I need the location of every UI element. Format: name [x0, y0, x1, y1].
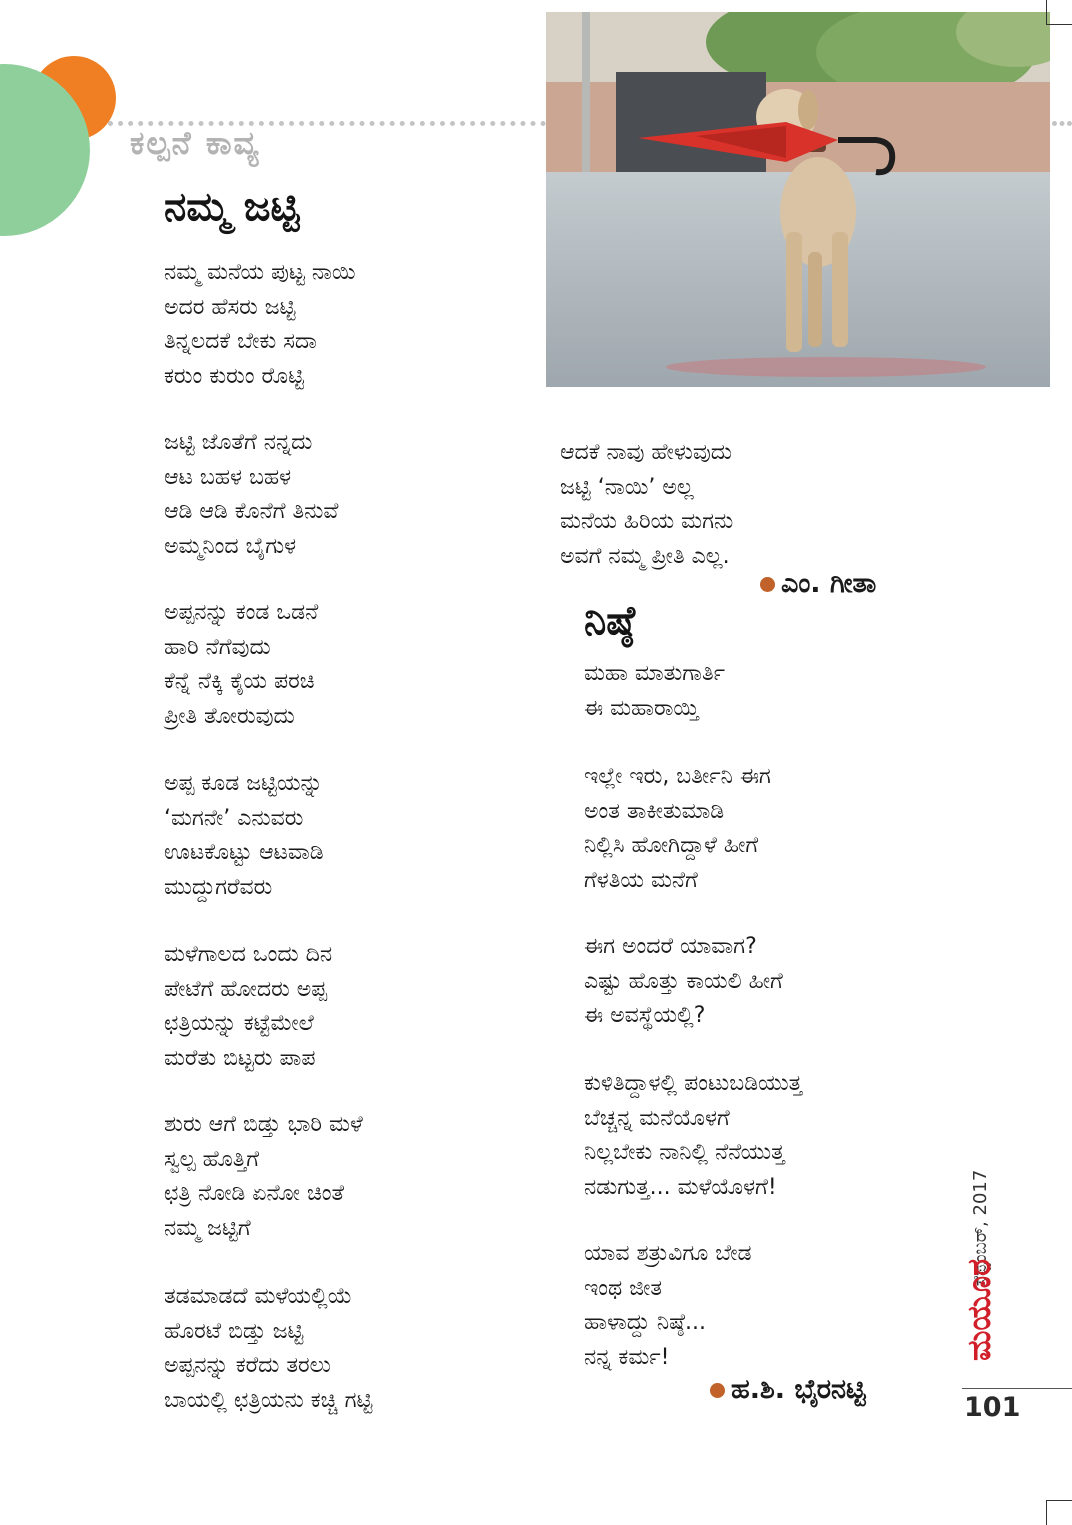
poem2-author [710, 1374, 866, 1406]
verse-line: ಆಟ ಬಹಳ ಬಹಳ [164, 464, 292, 490]
verse-line: ನಮ್ಮ ಮನೆಯ ಪುಟ್ಟ ನಾಯಿ [164, 260, 356, 285]
verse-line: ಪೇಟೆಗೆ ಹೋದರು ಅಪ್ಪ [164, 976, 328, 1002]
verse-line: ಈ ಅವಸ್ಥೆಯಲ್ಲಿ? [584, 1003, 706, 1028]
verse-line: ಅಂತ ತಾಕೀತುಮಾಡಿ [584, 798, 725, 824]
section-label: ಕಲ್ಪನೆ ಕಾವ್ಯ [130, 124, 261, 162]
dotted-divider-right [1052, 121, 1072, 126]
verse-line: ಇಂಥ ಜೀತ [584, 1275, 663, 1301]
author-name: ಎಂ. ಗೀತಾ [781, 568, 877, 599]
verse-line: ‘ಮಗನೇ’ ಎನುವರು [164, 805, 304, 831]
verse-line: ಶುರು ಆಗೆ ಬಿಡ್ತು ಭಾರಿ ಮಳೆ [164, 1112, 363, 1137]
poem-title-nishthe: ನಿಷ್ಠೆ [584, 598, 636, 644]
crop-mark [1046, 1500, 1047, 1525]
poem2-stanza-2 [584, 760, 771, 898]
verse-line: ಹಾರಿ ನೆಗೆವುದು [164, 634, 271, 660]
verse-line: ಮಳೆಗಾಲದ ಒಂದು ದಿನ [164, 942, 333, 967]
issue-date: ಸೆಪ್ಟೆಂಬರ್, 2017 [970, 1169, 991, 1287]
poem2-stanza-5 [584, 1237, 752, 1375]
poem1-stanza-1 [164, 256, 356, 394]
page-number: 101 [964, 1392, 1021, 1423]
poem1-stanza-2 [164, 426, 338, 564]
verse-line: ನನ್ನ ಕರ್ಮ! [584, 1344, 670, 1370]
verse-line: ನಿಲ್ಲಬೇಕು ನಾನಿಲ್ಲಿ ನೆನೆಯುತ್ತ [584, 1140, 785, 1165]
verse-line: ಪ್ರೀತಿ ತೋರುವುದು [164, 703, 295, 729]
verse-line: ಅಮ್ಮನಿಂದ ಬೈಗುಳ [164, 533, 297, 559]
verse-line: ಅಪ್ಪನನ್ನು ಕಂಡ ಒಡನೆ [164, 600, 319, 625]
verse-line: ಆದಕೆ ನಾವು ಹೇಳುವುದು [560, 440, 732, 465]
verse-line: ತಿನ್ನಲದಕೆ ಬೇಕು ಸದಾ [164, 329, 317, 354]
verse-line: ಇಲ್ಲೇ ಇರು, ಬರ್ತೀನಿ ಈಗ [584, 764, 771, 789]
poem2-stanza-3 [584, 930, 783, 1034]
verse-line: ಬಾಯಲ್ಲಿ ಛತ್ರಿಯನು ಕಚ್ಚಿ ಗಟ್ಟಿ [164, 1387, 373, 1413]
poem2-stanza-1 [584, 657, 725, 726]
poem1-author [760, 568, 876, 600]
crop-mark [1046, 1500, 1072, 1501]
verse-line: ಎಷ್ಟು ಹೊತ್ತು ಕಾಯಲಿ ಹೀಗೆ [584, 968, 783, 994]
author-name: ಹ.ಶಿ. ಭೈರನಟ್ಟಿ [731, 1374, 866, 1405]
verse-line: ಆಡಿ ಆಡಿ ಕೊನೆಗೆ ತಿನುವೆ [164, 499, 339, 524]
verse-line: ನಮ್ಮ ಜಟ್ಟಿಗೆ [164, 1215, 251, 1241]
crop-mark [1046, 0, 1047, 24]
verse-line: ಜಟ್ಟಿ ‘ನಾಯಿ’ ಅಲ್ಲ [560, 474, 694, 500]
poem1-stanza-3 [164, 596, 318, 734]
verse-line: ನಡುಗುತ್ತ... ಮಳೆಯೊಳಗೆ! [584, 1174, 777, 1200]
bullet-dot-icon [710, 1383, 725, 1398]
verse-line: ಈ ಮಹಾರಾಯ್ತಿ [584, 695, 699, 721]
verse-line: ಕರುಂ ಕುರುಂ ರೊಟ್ಟಿ [164, 363, 305, 389]
poem1-stanza-8 [560, 436, 733, 574]
verse-line: ಸ್ವಲ್ಪ ಹೊತ್ತಿಗೆ [164, 1146, 260, 1172]
poem1-stanza-7 [164, 1280, 372, 1418]
verse-line: ಯಾವ ಶತ್ರುವಿಗೂ ಬೇಡ [584, 1241, 752, 1266]
verse-line: ಗೆಳತಿಯ ಮನೆಗೆ [584, 867, 698, 893]
verse-line: ಈಗ ಅಂದರೆ ಯಾವಾಗ? [584, 934, 757, 959]
verse-line: ಅದರ ಹೆಸರು ಜಟ್ಟಿ [164, 294, 296, 320]
verse-line: ಮಹಾ ಮಾತುಗಾರ್ತಿ [584, 661, 725, 686]
verse-line: ಕುಳಿತಿದ್ದಾಳಲ್ಲಿ ಪಂಟುಬಡಿಯುತ್ತ [584, 1071, 803, 1096]
poem2-stanza-4 [584, 1067, 802, 1205]
verse-line: ತಡಮಾಡದೆ ಮಳೆಯಲ್ಲಿಯೆ [164, 1284, 353, 1309]
verse-line: ಅಪ್ಪ ಕೂಡ ಜಟ್ಟಿಯನ್ನು [164, 771, 323, 796]
poem-title-namma-jatti: ನಮ್ಮ ಜಟ್ಟಿ [164, 184, 300, 230]
photo-dog-with-umbrella [546, 12, 1050, 387]
verse-line: ಬೆಚ್ಚನ್ನ ಮನೆಯೊಳಗೆ [584, 1105, 730, 1131]
poem1-stanza-6 [164, 1108, 363, 1246]
magazine-logo [960, 1255, 1000, 1365]
magazine-name: ಮಯೂರ [960, 1258, 998, 1362]
verse-line: ಹೊರಟೆ ಬಿಡ್ತು ಜಟ್ಟಿ [164, 1318, 304, 1344]
page-number-rule [962, 1388, 1072, 1389]
verse-line: ಅಪ್ಪನನ್ನು ಕರೆದು ತರಲು [164, 1353, 331, 1378]
verse-line: ಅವಗೆ ನಮ್ಮ ಪ್ರೀತಿ ಎಲ್ಲ. [560, 543, 730, 569]
verse-line: ಛತ್ರಿ ನೋಡಿ ಏನೋ ಚಿಂತೆ [164, 1181, 345, 1206]
verse-line: ಜಟ್ಟಿ ಜೊತೆಗೆ ನನ್ನದು [164, 430, 313, 455]
verse-line: ಮರೆತು ಬಿಟ್ಟರು ಪಾಪ [164, 1045, 316, 1071]
verse-line: ಮನೆಯ ಹಿರಿಯ ಮಗನು [560, 509, 734, 534]
verse-line: ಮುದ್ದುಗರೆವರು [164, 874, 273, 900]
verse-line: ಹಾಳಾದ್ದು ನಿಷ್ಠೆ... [584, 1310, 706, 1335]
verse-line: ನಿಲ್ಲಿಸಿ ಹೋಗಿದ್ದಾಳೆ ಹೀಗೆ [584, 833, 759, 858]
verse-line: ಊಟಕೊಟ್ಟು ಆಟವಾಡಿ [164, 840, 324, 865]
crop-mark [1046, 24, 1072, 25]
poem1-stanza-5 [164, 938, 332, 1076]
poem1-stanza-4 [164, 767, 324, 905]
bullet-dot-icon [760, 577, 775, 592]
verse-line: ಕೆನ್ನೆ ನೆಕ್ಕಿ ಕೈಯ ಪರಚಿ [164, 669, 315, 694]
verse-line: ಛತ್ರಿಯನ್ನು ಕಟ್ಟೆಮೇಲೆ [164, 1011, 314, 1036]
